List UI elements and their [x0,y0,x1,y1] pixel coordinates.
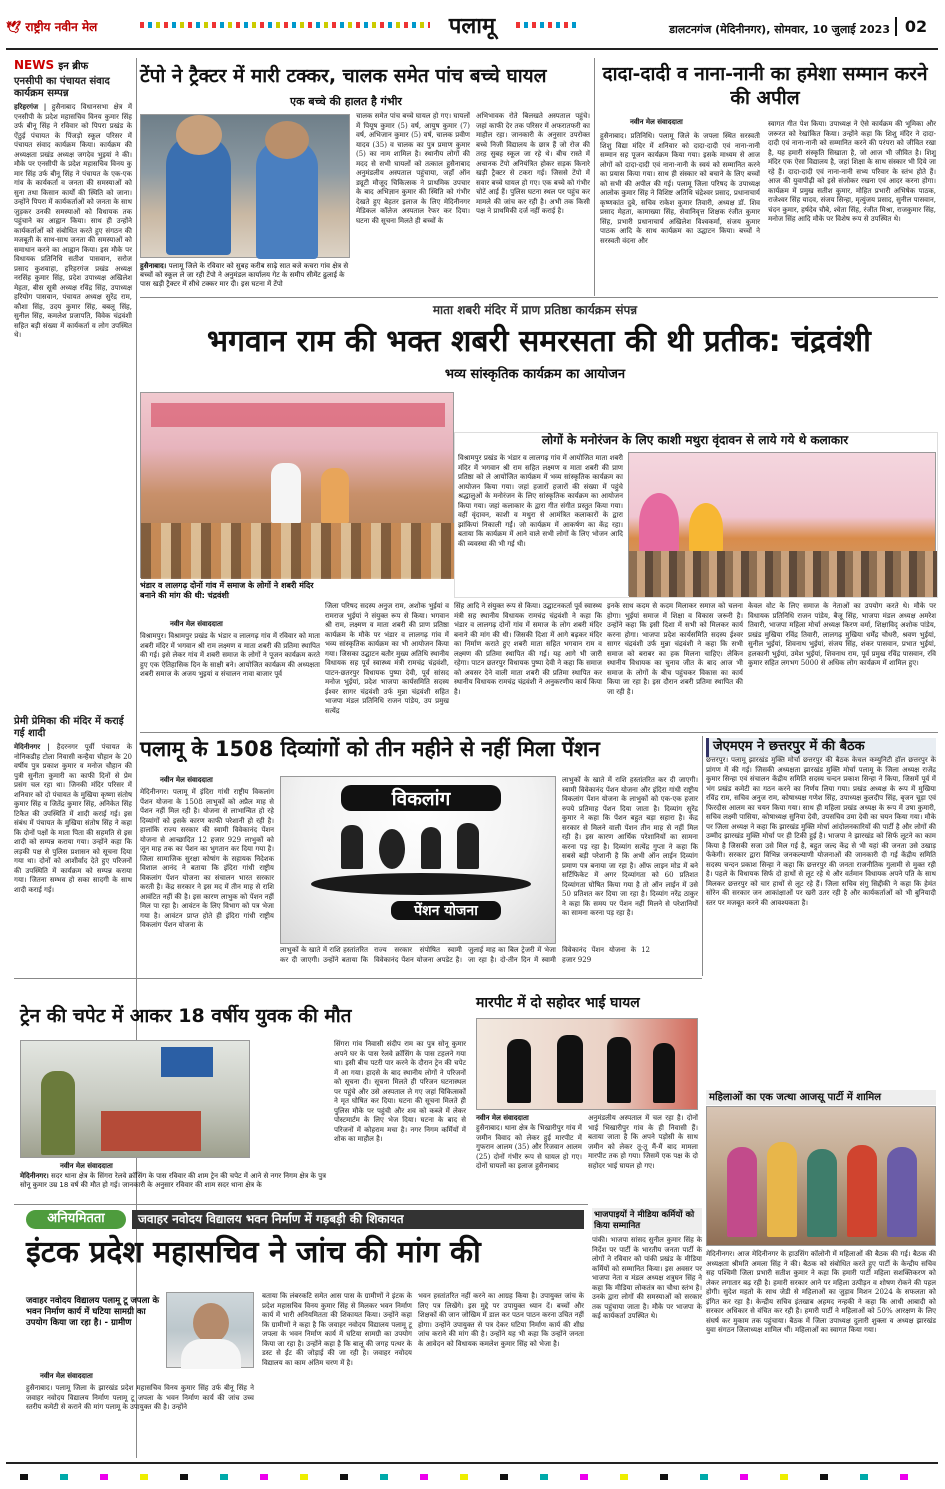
train-headline: ट्रेन की चपेट में आकर 18 वर्षीय युवक की मौत [20,1005,352,1027]
pension-headline: पलामू के 1508 दिव्यांगों को तीन महीने से नहीं मिला पेंशन [140,737,600,761]
lead-top-rule [140,297,938,298]
bird-icon: 🕊 [6,20,22,34]
decorative-dots-right [516,22,576,28]
jmm-text: छत्तरपुर। पलामू झारखंड मुक्ति मोर्चा छत्तरपुर की बैठक केचल कम्युनिटी हॉल छत्तरपुर के प्रांगण में की गई। जिसकी अध्यक्षता झारखंड मुक्ति मोर्चा पलामू के जिला अध्यक्ष राजेंद्र कुमार सिन्हा एवं संचालन केंद्रीय समिति सदस्य चन्दन प्रकाश सिन्हा ने किया, जिसमें पूर्व में भंग प्रखंड कमेटी का गठन करने का निर्णय लिया गया। प्रखंड अध्यक्ष के रूप में मुखिया रविंद्र राम, सचिव अनुज राम, कोषाध्यक्ष गणेश सिंह, उपाध्यक्ष कुलदीप सिंह, बृजन चूड़ा एवं फिरदौस आलम का चयन किया गया। साथ ही महिला प्रखंड अध्यक्ष के रूप में उषा कुमारी, सचिव लक्ष्मी पासिया, कोषाध्यक्ष सुनिया देवी, उपसचिव उमा देवी का चयन किया गया। मौके पर जिला अध्यक्ष ने कहा कि झारखंड मुक्ति मोर्चा आंदोलनकारियों की पार्टी है और लोगों की उम्मीद झारखंड मुक्ति मोर्चा पर ही टिकी हुई है। भाजपा ने झारखंड को सिर्फ लूटने का काम किया है जिसकी सजा उसे मिल गई है, बहुत जल्द केंद्र से भी यहां की जनता उसे उखाड़ फेंकेगी। सरकार द्वारा विभिन्न जनकल्याणी योजनाओं की जानकारी दी गई केंद्रीय समिति सदस्य चन्दन प्रकाश सिन्हा ने कहा कि छत्तरपुर की जनता राजनीतिक गुलामी से मुक्त रही है। पहले के विधायक सिर्फ दो हाथों से लूट रहे थे और वर्तमान विधायक अपने पति के साथ मिलकर छत्तरपुर को चार हाथों से लूट रहे हैं। जिला सचिव संगु सिद्दीकी ने कहा कि हेमंत सोरेन की सरकार जन आकांक्षाओं पर खरी उतर रही है और कार्यकर्ताओं को भी बुनियादी स्तर पर मजबूत करने की आवश्यकता है। [706,756,936,907]
lead-byline: नवीन मेल संवाददाता [170,620,223,628]
fight-text1: हुसैनाबाद। थाना क्षेत्र के भिखारीपुर गांव में जमीन विवाद को लेकर हुई मारपीट में गुफरान आलम (35) और रिजवान आलम (25) दोनों गंभीर रूप से घायल हो गए। दोनों घायलों का इलाज हुसैनाबाद [476,1124,582,1170]
train-byline: नवीन मेल संवाददाता [60,1162,113,1170]
news-label: NEWS [14,58,55,72]
brief-title: एनसीपी का पंचायत संवाद कार्यक्रम सम्पन्न [14,76,110,99]
footer-color-strip [20,1474,920,1480]
lead-inset-text: विश्रामपुर प्रखंड के भंडार व लालगढ़ गांव में आयोजित माता शबरी मंदिर में भगवान श्री राम सहित लक्ष्मण व माता शबरी की प्राण प्रतिष्ठा को ले आयोजित कार्यक्रम में भव्य सांस्कृतिक कार्यक्रम का आयोजन किया गया। जहां हजारों हजारों की संख्या में पहुंचे श्रद्धालुओं के मनोरंजन के लिए सांस्कृतिक कार्यक्रम का आयोजन किया गया। जहां कलाकार के द्वारा गीत संगीत प्रस्तुत किया गया। वहीं वृंदावन, काशी व मथुरा से आमंत्रित कलाकारों के द्वारा झांकियां निकाली गईं। जो कार्यक्रम में आकर्षण का केंद्र रहा। बताया कि कार्यक्रम में आने वाले सभी लोगों के लिए भोजन आदि की व्यवस्था की भी गई थी। [458,454,623,548]
in-brief-label: इन ब्रीफ [58,61,89,72]
lead-subhead: भव्य सांस्कृतिक कार्यक्रम का आयोजन [444,367,626,382]
decorative-dots [140,22,430,28]
pension-byline: नवीन मेल संवाददाता [160,776,213,784]
story1-col1: चालक समेत पांच बच्चे घायल हो गए। घायलों में पियूष कुमार (5) वर्ष, आयुष कुमार (7) वर्ष, अभिजान कुमार (5) वर्ष, चालक प्रवीण यादव (35) व चालक का पुत्र प्रमाण कुमार (5) का नाम शामिल है। स्थानीय लोगों की मदद से सभी घायलों को तत्काल हुसैनाबाद अनुमंडलीय अस्पताल पहुंचाया, जहाँ ऑन ड्यूटी मौजूद चिकित्सक ने प्राथमिक उपचार के बाद अभिज्ञान कुमार की स्थिति को गंभीर देखते हुए बेहतर इलाज के लिए मेदिनीनगर मेडिकल कॉलेज अस्पताल रेफर कर दिया। घटना की सूचना मिलते ही बच्चों के [356,112,470,225]
brief-body: हरिहरगंज | हुसैनाबाद विधानसभा क्षेत्र में एनसीपी के प्रदेश महासचिव विनय कुमार सिंह उर्फ बीनू सिंह ने रविवार को पिपरा प्रखंड के ऐंठुई पंचायत के पिंजड़ो स्कूल परिसर में पंचायत संवाद कार्यक्रम किया। कार्यक्रम की अध्यक्षता प्रखंड अध्यक्ष जगदेव भुइयां ने की। मौके पर एनसीपी के प्रदेश महासचिव विनय कु मार सिंह उर्फ बीनू सिंह ने पंचायत के एक-एक गांव के कार्यकर्ता व जनता की समस्याओं को सुना तथा किसान कार्यों की स्थिति को जाना। उन्होंने पिपरा में कार्यकर्ताओं को जनता के साथ जुड़कर उनकी समस्याओं को विधायक तक पहुंचाने का आह्वान किया। साथ ही उन्होंने कार्यकर्ताओं को संबोधित करते हुए संगठन की मजबूती के साथ-साथ जनता की समस्याओं को समाधान करने का आह्वान किया। इस मौके पर विधायक प्रतिनिधि सतीश पासवान, सरोज प्रसाद कुशवाहा, हरिहरगंज प्रखंड अध्यक्ष नरसिंह कुमार सिंह, प्रदेश उपाध्यक्ष अखिलेश मेहता, बीस सूत्री अध्यक्ष रविंद्र सिंह, उपाध्यक्ष हरियोग पासवान, पंचायत अध्यक्ष सुरेंद्र राम, कौशा सिंह, उदय कुमार सिंह, बबलू सिंह, सुनील सिंह, कमलेश प्रजापति, विवेक चंद्रवंशी सहित बड़ी संख्या में कार्यकर्ता व लोग उपस्थित थे। [14,102,133,339]
train-col: सिंगरा गांव निवासी संदीप राम का पुत्र सोनू कुमार अपने घर के पास रेलवे क्रॉसिंग के पास टहलने गया था। इसी बीच पटरी पार करने के दौरान ट्रेन की चपेट में आ गया। हादसे के बाद स्थानीय लोगों ने परिजनों को सूचना दी। सूचना मिलते ही परिजन घटनास्थल पर पहुंचे और उसे अस्पताल ले गए जहां चिकित्सकों ने मृत घोषित कर दिया। घटना की सूचना मिलते ही पुलिस मौके पर पहुंची और शव को कब्जे में लेकर पोस्टमार्टम के लिए भेज दिया। घटना के बाद से परिजनों में कोहराम मचा है। नगर निगम कर्मियों में शोक का माहौल है। [334,1040,466,1143]
masthead [0,0,945,46]
brief-body: मेदिनीनगर | हैदरनगर पूर्वी पंचायत के नोनिकडीह टोला निवासी कन्हैया चौहान के 20 वर्षीय पुत्र प्रकाश कुमार व मनोज चौहान की पुत्री सुनीता कुमारी का काफी दिनों से प्रेम प्रसंग चल रहा था। जिनकी मंदिर परिसर में शनिवार को दो पंचायत के मुखिया कृष्णा संतोष कुमार सिंह व जितेंद्र कुमार सिंह, अनिकेत सिंह टिकैत की उपस्थिति में शादी कराई गई। इस संबंध में पंचायत के मुखिया संतोष सिंह ने कहा कि दोनों पक्षों के माता पिता की सहमति से इस शादी को सम्पन्न कराया गया। उन्होंने कहा कि लड़की पक्ष से पुलिस प्रशासन को सूचना दिया गया था। दोनों को आशीर्वाद देते हुए परिजनों की उपस्थिति में कार्यक्रम को सम्पन्न कराया गया। जितना सम्भव हो सका सादगी के साथ शादी कराई गई। [14,742,132,894]
train-caption: मेदिनीनगर। सदर थाना क्षेत्र के सिंगरा रेलवे क्रॉसिंग के पास रविवार की शाम ट्रेन की चपेट में आने से नगर निगम क्षेत्र के पुत्र सोनू कुमार उम्र 18 वर्ष की मौत हो गई। जानकारी के अनुसार रविवार की शाम सदर थाना क्षेत्र के [20,1172,326,1189]
pension-col1: मेदिनीनगर। पलामू में इंदिरा गांधी राष्ट्रीय विकलांग पेंशन योजना के 1508 लाभुकों को अप्रैल माह से पेंशन नहीं मिल रही है। योजना से लाभान्वित हो रहे दिव्यांगों को इसके कारण काफी परेशानी हो रही है। हालांकि राज्य सरकार की स्वामी विवेकानंद पेंशन योजना से आच्छादित 12 हजार 929 लाभुकों को जून माह तक का पेंशन का भुगतान कर दिया गया है। जिला सामाजिक सुरक्षा कोषांग के सहायक निदेशक विशाल आनंद ने बताया कि इंदिरा गांधी राष्ट्रीय विकलांग पेंशन योजना का संचालन भारत सरकार करती है। केंद्र सरकार ने इस मद में तीन माह से राशि आवंटित नहीं की है। इस कारण लाभुक को पेंशन नहीं मिल पा रहा है। आवंटन के लिए विभाग को पत्र भेजा गया है। आवंटन प्राप्त होते ही इंदिरा गांधी राष्ट्रीय विकलांग पेंशन योजना के [140,788,274,929]
pension-col3: लाभुकों के खाते में राशि हस्तांतरित कर दी जाएगी। स्वामी विवेकानंद पेंशन योजना और इंदिरा गांधी राष्ट्रीय विकलांग पेंशन योजना के लाभुकों को एक-एक हजार रुपये प्रतिमाह पेंशन दिया जाता है। दिव्यांग सुरेंद्र कुमार ने कहा कि पेंशन बहुत बड़ा सहारा है। केंद्र सरकार से मिलने वाली पेंशन तीन माह से नहीं मिल रही है। इस कारण आर्थिक परेशानियों का सामना करना पड़ रहा है। दिव्यांग सत्येंद्र गुप्ता ने कहा कि सबसे बड़ी परेशानी है कि अभी ऑन लाईन दिव्यांग प्रमाण पत्र बनाया जा रहा है। ऑफ लाइन मोड में बने सर्टिफिकेट में अगर दिव्यांगता को 60 प्रतिशत दिव्यांगता घोषित किया गया है तो ऑन लाईन में उसे 50 प्रतिशत कर दिया जा रहा है। दिव्यांग नरेंद्र ठाकुर ने कहा कि समय पर पेंशन नहीं मिलने से परेशानियों का सामना करना पड़ रहा है। [562,776,698,917]
intuc-pullquote: जवाहर नवोदय विद्यालय पलामू टू जपला के भवन निर्माण कार्य में घटिया सामग्री का उपयोग किया जा रहा है। - ग्रामीण [26,1296,160,1328]
story1-kicker: एक बच्चे की हालत है गंभीर [290,95,402,108]
lead-bottom-rule [140,732,938,733]
dateline: डालटनगंज (मेदिनीनगर), सोमवार, 10 जुलाई 2023 [669,23,890,36]
intuc-top-rule [14,1204,588,1205]
story1-rule [594,58,595,296]
page-number: 02 [895,17,935,36]
intuc-strap: जवाहर नवोदय विद्यालय भवन निर्माण में गड़बड़ी की शिकायत [132,1210,584,1229]
women-headline: महिलाओं का एक जत्था आजसू पार्टी में शामिल [706,1090,936,1105]
intuc-tag: अनियमितता [26,1210,126,1229]
lead-col5: केवल वोट के लिए समाज के नेताओं का उपयोग करते थे। मौके पर विधायक प्रतिनिधि राजन पांडेय, बैजू सिंह, भाजपा मंडल अध्यक्ष अमरेश तिवारी, भाजपा महिला मोर्चा अध्यक्ष किरण वर्मा, शिक्षाविद् अशोक पांडेय, प्रखंड मुखिया रविंद्र तिवारी, लालगढ़ मुखिया धर्मेंद्र चौधरी, श्रवण भुईयां, सुनील भुईयां, शिवनाथ भुईयां, संजय सिंह, शंकर पासवान, प्रभात भुईयां, हलकानी भुईयां, उमेश भुईयां, शिवनाथ राम, पूर्व प्रमुख रविंद्र पासवान, रवि कुमार सहित लगभग 5000 से अधिक लोग कार्यक्रम में शामिल हुए। [748,602,936,667]
intuc-byline: नवीन मेल संवाददाता [40,1372,93,1380]
story1-col2: अभिभावक रोते बिलखते अस्पताल पहुंचे। जहां काफी देर तक परिसर में अफरातफरी का माहौल रहा। जानकारी के अनुसार उपरोक्त बच्चे निजी विद्यालय के छात्र हैं जो रोज की तरह सुबह स्कूल जा रहे थे। बीच रास्ते में अचानक टेंपो अनियंत्रित होकर सड़क किनारे खड़ी ट्रैक्टर से टकरा गई। जिससे टेंपो में सवार बच्चे घायल हो गए। एक बच्चे को गंभीर चोटें आई हैं। पुलिस घटना स्थल पर पहुंच कर मामले की जांच कर रही है। अभी तक किसी पक्ष ने प्राथमिकी दर्ज नहीं कराई है। [476,112,590,215]
lead-strap: माता शबरी मंदिर में प्राण प्रतिष्ठा कार्यक्रम संपन्न [432,303,638,317]
brief-item-ncp [14,76,132,712]
pension-right-rule [702,736,703,976]
story2-col2: स्वागत गीत पेश किया। उपाध्यक्ष ने ऐसे कार्यक्रम की भूमिका और जरूरत को रेखांकित किया। उन्होंने कहा कि शिशु मंदिर ने दादा-दादी एवं नाना-नानी को सम्मानित करने की परंपरा को जीवित रखा है, यह हमारी संस्कृति सिखाता है, जो आज भी जीवित है। शिशु मंदिर एक ऐसा विद्यालय है, जहां शिक्षा के साथ संस्कार भी दिये जा रहे हैं। दादा-दादी एवं नाना-नानी सभ्य परिवार के स्तंभ होते हैं। आज की युवापीढ़ी को इसे संजोकर रखना एवं आदर करना होगा। कार्यक्रम में प्रमुख सतीश कुमार, मोहित प्रभारी अभिषेक पाठक, राजेश्वर सिंह यादव, संजय सिन्हा, मृत्युंजय प्रसाद, सुनील पासवान, चंदन कुमार, हर्षदेव चौबे, श्वेता सिंह, रंजीत मिश्रा, राजकुमार सिंह, मनोज सिंह आदि मौके पर विशेष रूप से उपस्थित थे। [768,120,936,223]
story2-col1: हुसैनाबाद। प्रतिनिधि। पलामू जिले के जपला स्थित सरस्वती शिशु विद्या मंदिर में शनिवार को दादा-दादी एवं नाना-नानी सम्मान सह पूजन कार्यक्रम किया गया। इसके माध्यम से आज लोगों को दादा-दादी एवं नाना-नानी के स्वयं को सम्मानित करने का प्रयास किया गया। साथ ही संस्कार को बचाने के लिए बच्चों को सभी की अपील की गई। पलामू जिला परिषद के उपाध्यक्ष आलोक कुमार सिंह ने विशिष्ट अतिथि चंद्रेश्वर प्रसाद, प्रधानाचार्य कृष्णकांत दुबे, सचिव राकेश कुमार तिवारी, अध्यक्ष डॉ. शिव प्रसाद मेहता, कामाख्या सिंह, सेवानिवृत्त शिक्षक रंजीत कुमार सिंह, प्रभारी प्रधानाचार्य अखिलेश विश्वकर्मा, संजय कुमार पाठक आदि के साथ कार्यक्रम का उद्घाटन किया। बच्चों ने सरस्वती वंदना और [600,132,760,245]
story1-photo [140,114,350,258]
logo: 🕊 राष्ट्रीय नवीन मेल [6,20,98,34]
lead-inset-title: लोगों के मनोरंजन के लिए काशी मथुरा वृंदावन से लाये गये थे कलाकार [455,434,935,447]
fight-text2: अनुमंडलीय अस्पताल में चल रहा है। दोनों भाई भिखारीपुर गांव के ही निवासी हैं। बताया जाता है कि अपने पड़ोसी के साथ जमीन को लेकर तू-तू मैं-मैं बाद मामला मारपीट तक हो गया। जिसमें एक पक्ष के दो सहोदर भाई घायल हो गए। [588,1114,698,1170]
fight-photo [476,1018,698,1110]
brief-title: प्रेमी प्रेमिका की मंदिर में कराई गई शादी [14,716,124,739]
lead-col3: सिंह आदि ने संयुक्त रूप से किया। उद्घाटनकर्ता पूर्व स्वास्थ्य मंत्री सह स्थानीय विधायक रामचंद्र चंद्रवंशी ने कहा कि भंडार व लालगढ़ दोनों गांव में समाज के लोग शबरी मंदिर बनाने की मांग की थी। जिसकी दिशा में आगे बढ़कर मंदिर का निर्माण कराते हुए शबरी माता सहित भगवान राम व लक्ष्मण की प्रतिमा स्थापित की गई। यह आगे भी जारी रहेगा। पाटन छतरपुर विधायक पुष्पा देवी ने कहा कि समाज को अवसर देने वाली माता शबरी की प्रतिमा स्थापित कर स्थानीय विधायक रामचंद्र चंद्रवंशी ने अनुकरणीय कार्य किया है। [454,602,602,696]
pension-graphic [280,776,556,944]
intuc-col2: बताया कि लंबरकटि समेत आस पास के ग्रामीणों ने इंटक के प्रदेश महासचिव विनय कुमार सिंह से मिलकर भवन निर्माण कार्य में भारी अनियमितता की शिकायत किया। उन्होंने कहा कि ग्रामीणों ने कहा है कि जवाहर नवोदय विद्यालय पलामू टू जपला के भवन निर्माण कार्य में घटिया सामग्री का उपयोग किया जा रहा है। उन्होंने कहा है कि बालू की जगह पत्थर के डस्ट से ईंट की जोड़ाई की जा रही है। जवाहर नवोदय विद्यालय का काम अंतिम चरण में है। [262,1292,412,1367]
jmm-headline: जेएमएम ने छत्तरपुर में की बैठक [706,738,936,757]
lead-photo [140,392,454,578]
news-brief-header [14,58,132,72]
women-text: मेदिनीनगर। आज मेदिनीनगर के हाउसिंग कॉलोनी में महिलाओं की बैठक की गई। बैठक की अध्यक्षता श्रीमति अमला सिंह ने की। बैठक को संबोधित करते हुए पार्टी के केन्द्रीय सचिव सह पश्चिमी जिला प्रभारी सतीश कुमार ने कहा कि हमारी पार्टी महिला सशक्तिकरण को लेकर लगातार बढ़ रही है। हमारी सरकार आने पर महिला उत्पीड़न व शोषण रोकने की पहल होगी। सुदेश महतो के साथ जेडी से महिलाओं का जुड़ाव मिशन 2024 के सफलता को इंगित कर रहा है। केन्द्रीय सचिव इंतखाब अहमद नन्हकी ने कहा कि आधी आबादी को सरकार अधिकार से वंचित कर रही है। हमारी पार्टी ने महिलाओं को 50% आरक्षण के लिए संघर्ष कर मुकाम तक पहुंचाया। बैठक में जिला उपाध्यक्ष दुलारी शुक्ला व अध्यक्ष झारखंड युवा संगठन जिलाध्यक्ष शामिल थीं। महिलाओं का स्वागत किया गया। [706,1250,936,1334]
pension-graphic-bottom: पेंशन योजना [391,901,501,920]
pension-graphic-top: विकलांग [341,785,501,811]
lead-col4: इनके साथ कदम से कदम मिलाकर समाज को चलना होगा। भुईयां समाज में शिक्षा व विकास जरूरी है। उन्होंने कहा कि इसी दिशा में सभी को मिलकर कार्य करना होगा। भाजपा प्रदेश कार्यसमिति सदस्य ईश्वर सागर चंद्रवंशी उर्फ मुन्ना चंद्रवंशी ने कहा कि सभी समाज को बराबर का हक मिलना चाहिए। लेकिन स्थानीय विधायक का चुनाव जीत के बाद आज भी समाज के लोगों के बीच पहुंचकर विकास का कार्य किया जा रहा है। इस दौरान शबरी प्रतिमा स्थापित की जा रही है। [607,602,743,696]
lead-col1: विश्रामपुर। विश्रामपुर प्रखंड के भंडार व लालगढ़ गांव में रविवार को माता शबरी मंदिर में भगवान श्री राम लक्ष्मण व माता शबरी की प्रतिमा स्थापित की गई। इसे लेकर गांव में शबरी समाज के लोगों ने पूजन कार्यक्रम करते हुए एक ऐतिहासिक दिन के साक्षी बने। आयोजित कार्यक्रम की अध्यक्षता शबरी समाज के अजय भुइयां व संचालन नावा बाजार पूर्व [140,632,320,678]
footer-rule [6,1462,938,1464]
lead-col2: जिला परिषद सदस्य अनुज राम, अशोक भुईयां व रामराज भुईयां ने संयुक्त रूप से किया। भगवान श्री राम, लक्ष्मण व माता शबरी की प्राण प्रतिष्ठा कार्यक्रम के मौके पर भंडार व लालगढ़ गांव में भव्य सांस्कृतिक कार्यक्रम का भी आयोजन किया गया। जिसका उद्घाटन बतौर मुख्य अतिथि स्थानीय विधायक सह पूर्व स्वास्थ्य मंत्री रामचंद्र चंद्रवंशी, पाटन-छतरपुर विधायक पुष्पा देवी, पूर्व सांसद मनोज भुईयां, प्रदेश भाजपा कार्यसमिति सदस्य ईश्वर सागर चंद्रवंशी उर्फ मुन्ना चंद्रवंशी सहित भाजपा मंडल प्रतिनिधि राजन पांडेय, उप प्रमुख सत्येंद्र [325,602,449,715]
journalist-headline: भाजपाइयों ने मीडिया कर्मियों को किया सम्मानित [592,1208,702,1234]
journalist-text: पांकी। भाजपा सांसद सुनील कुमार सिंह के निर्देश पर पार्टी के भारतीय जनता पार्टी के लोगों ने रविवार को पांकी प्रखंड के मीडिया कर्मियों को सम्मानित किया। इस अवसर पर भाजपा नेता व मंडल अध्यक्ष शत्रुघन सिंह ने कहा कि मीडिया लोकतंत्र का चौथा स्तंभ है। उनके द्वारा लोगों की समस्याओं को सरकार तक पहुंचाया जाता है। मौके पर भाजपा के कई कार्यकर्ता उपस्थित थे। [592,1236,702,1320]
pension-col-under: लाभुकों के खाते में राशि हस्तांतरित कर दी जाएगी। उन्होंने बताया कि राज्य सरकार संपोषित स्वामी विवेकानंद पेंशन योजना अपडेट है। जुलाई माह का बिल ट्रेजरी में भेजा जा रहा है। दो-तीन दिन में स्वामी विवेकानंद पेंशन योजना के 12 हजार 929 [280,946,650,964]
lead-inset-photo [628,452,936,596]
masthead-rule [6,48,938,50]
train-photo [20,1040,250,1158]
story1-headline: टेंपो ने ट्रैक्टर में मारी टक्कर, चालक समेत पांच बच्चे घायल [140,65,547,87]
women-photo [706,1106,936,1246]
fight-headline: मारपीट में दो सहोदर भाई घायल [476,995,640,1011]
story2-headline: दादा-दादी व नाना-नानी का हमेशा सम्मान करने की अपील [602,63,928,109]
intuc-col3: भवन हस्तांतरित नहीं करने का आग्रह किया है। उपायुक्त जांच के लिए पत्र लिखेंगे। इस मुद्दे पर उपायुक्त ध्यान दें। बच्चों और शिक्षकों की जान जोखिम में डाल कर पठन पाठन करना उचित नहीं होगा। उन्होंने उपायुक्त से पत्र देकर घटिया निर्माण कार्य की शीघ्र जांच कराने की मांग की है। उन्होंने यह भी कहा कि उन्होंने जनता के आवेदन को विधायक कमलेश कुमार सिंह को भेजा है। [418,1292,584,1348]
story2-byline: नवीन मेल संवाददाता [630,118,683,126]
intuc-headline: इंटक प्रदेश महासचिव ने जांच की मांग की [26,1235,481,1270]
intuc-photo [166,1292,254,1368]
train-top-rule [14,978,702,979]
fight-byline: नवीन मेल संवाददाता [476,1114,529,1122]
section-title: पलामू [448,14,496,39]
story1-caption: हुसैनाबाद। पलामू जिले के रविवार को सुबह करीब साढ़े सात बजे कचरा गांव क्षेत्र से बच्चों को स्कूल ले जा रही टेंपो ने अनुमंडल कार्यालय गेट के समीप सीमेंट ढुलाई के पास खड़ी ट्रैक्टर में सीधे टक्कर मार दी। इस घटना में टेंपो [140,262,349,288]
lead-photo-caption: भंडार व लालगढ़ दोनों गांव में समाज के लोगों ने शबरी मंदिर बनाने की मांग की थी: चंद्रवंशी [140,581,314,600]
intuc-col1: हुसैनाबाद। पलामू जिला के झारखंड प्रदेश महासचिव विनय कुमार सिंह उर्फ बीनू सिंह ने जवाहर नवोदय विद्यालय निर्माण पलामू टू जपला के भवन निर्माण कार्य की जांच उच्च स्तरीय कमेटी से कराने की मांग पलामू के उपायुक्त की है। उन्होंने [26,1384,254,1411]
lead-headline: भगवान राम की भक्त शबरी समरसता की थी प्रतीक: चंद्रवंशी [207,324,871,359]
